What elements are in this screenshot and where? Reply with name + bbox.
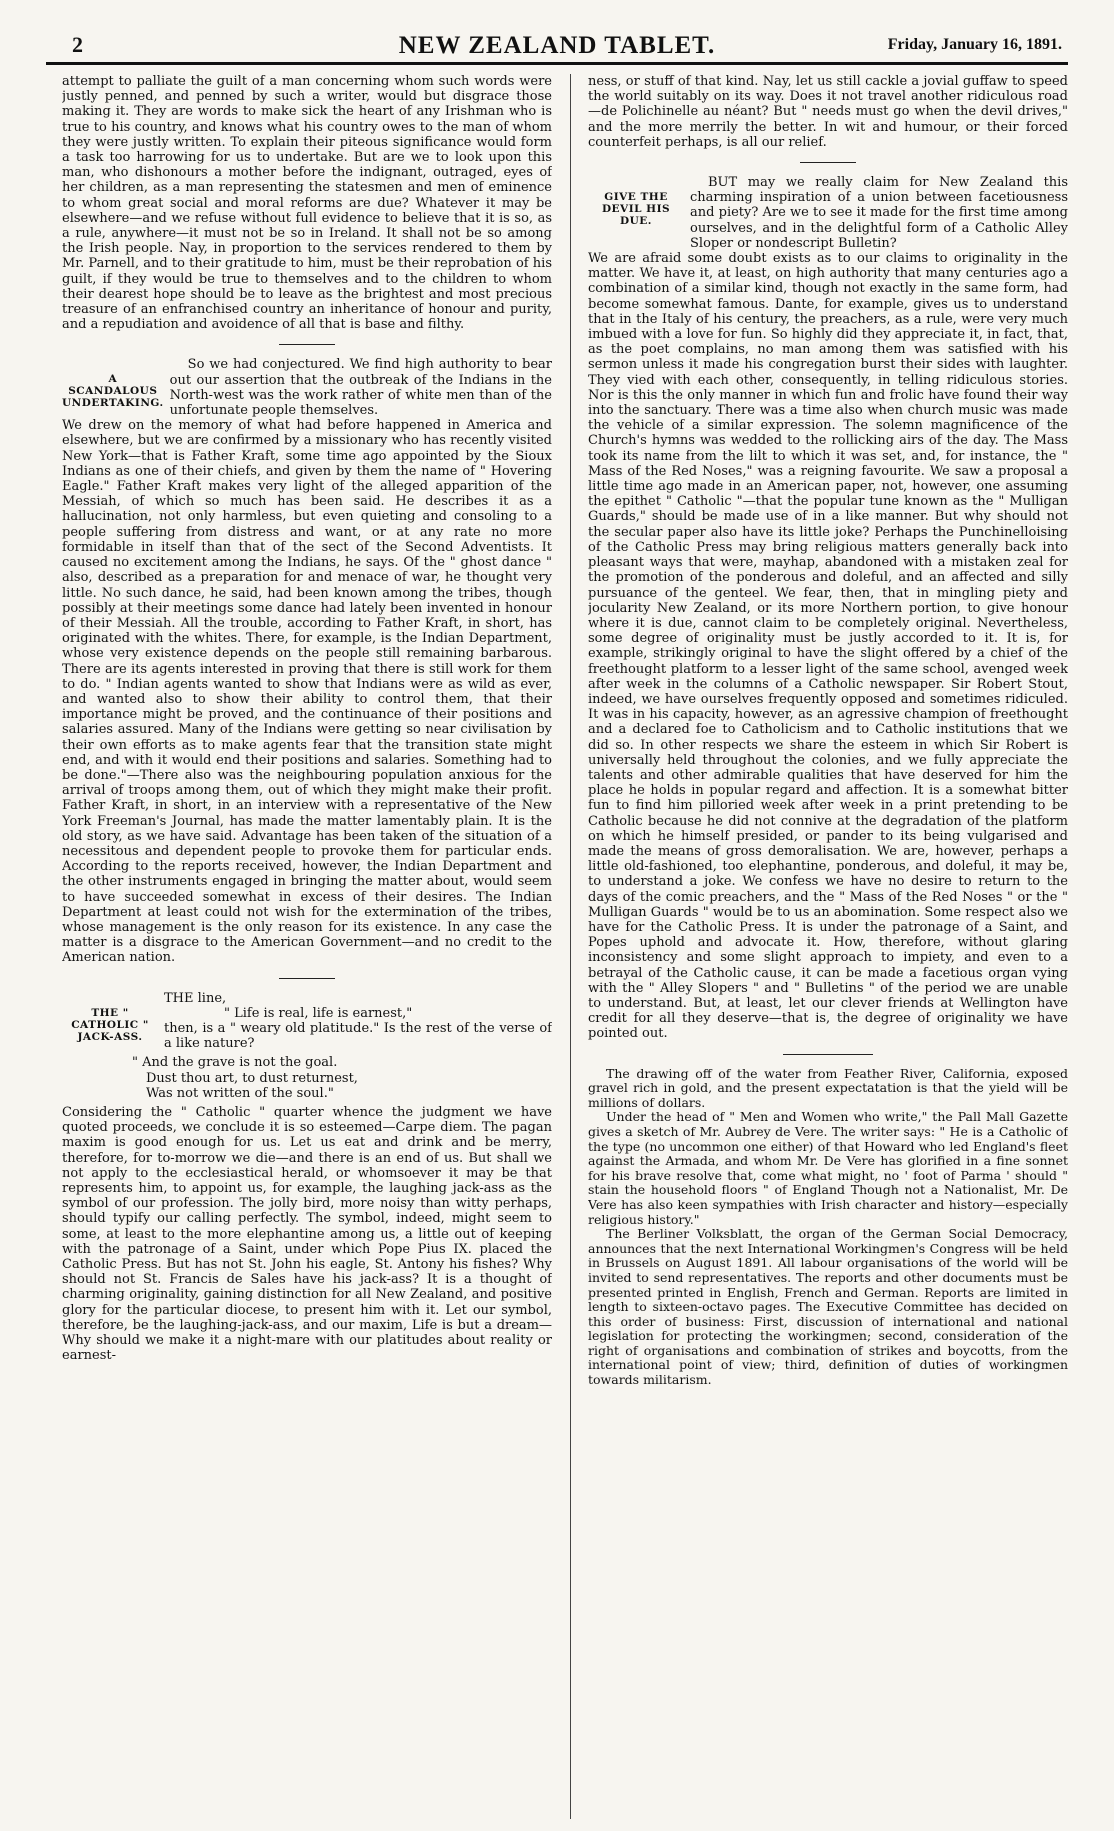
note-workingmens-congress: The Berliner Volksblatt, the organ of the German Social Democracy, announces that the next International Workingmen's Congress will be held in Brussels on August 1891. All labour organisations of the world will be invited to send representatives. The reports and other documents must be presented printed in English, French and German. Reports are limited in length to sixteen-octavo pages. The Executive Committee has decided on this order of business: First, discussion of international and national legislation for protecting the workingmen; second, consideration of the right of organisations and combination of strikes and boycotts, from the international point of view; third, definition of duties of workingmen towards militarism. [588,1226,1068,1388]
divider [800,162,856,163]
left-column [62,74,552,1824]
side-heading: THE " CATHOLIC " JACK-ASS. [71,1006,149,1043]
poem-line: Dust thou art, to dust returnest, [146,1070,358,1086]
article-lead: THE line, [164,990,227,1006]
note-feather-river: The drawing off of the water from Feather River, California, exposed gravel rich in gold, and the present expectatation is that the yield will be millions of dollars. [588,1065,1068,1110]
poem-line: Was not written of the soul." [146,1085,334,1101]
article-body: We are afraid some doubt exists as to our claims to originality in the matter. We have it, at least, on high authority that many centuries ago a combination of a similar kind, though not exactly in the same form, had become somewhat famous. Dante, for example, gives us to understand that in the Italy of his century, the preachers, as a rule, were very much imbued with a love for fun. So highly did they appreciate it, in fact, that, as the poet complains, no man among them was satisfied with his sermon unless it made his congregation burst their sides with laughter. They vied with each other, consequently, in telling ridiculous stories. Nor is this the only manner in which fun and frolic have found their way into the sanctuary. There was a time also when church music was made the vehicle of a similar expression. The solemn magnificence of the Church's hymns was wedded to the rollicking airs of the day. The Mass took its name from the lilt to which it was set, and, for instance, the " Mass of the Red Noses," was a reigning favourite. We saw a proposal a little time ago made in an American paper, not, however, one assuming the epithet " Catholic "—that the popular tune known as the " Mulligan Guards," should be made use of in a like manner. But why should not the secular paper also have its little joke? Perhaps the Punchinelloising of the Catholic Press may bring religious matters generally back into pleasant ways that were, mayhap, abandoned with a mistaken zeal for the promotion of the ponderous and doleful, and an affected and silly pursuance of the genteel. We fear, then, that in mingling piety and jocularity New Zealand, or its more Northern portion, to give honour where it is due, cannot claim to be completely original. Nevertheless, some degree of originality must be justly accorded to it. It is, for example, strikingly original to have the slight offered by a chief of the freethought platform to a lesser light of the same school, avenged week after week in the columns of a Catholic newspaper. Sir Robert Stout, indeed, we have ourselves frequently opposed and sometimes ridiculed. It was in his capacity, however, as an agressive champion of freethought and a declared foe to Catholicism and to Catholic institutions that we did so. In other respects we share the esteem in which Sir Robert is universally held throughout the colonies, and we fully appreciate the talents and other admirable qualities that have deserved for him the place he holds in popular regard and affection. It is a somewhat bitter fun to find him pilloried week after week in a print pretending to be Catholic because he did not connive at the degradation of the platform on which he himself presided, or pander to its being vulgarised and made the means of gross demoralisation. We are, however, perhaps a little old-fashioned, too elephantine, ponderous, and doleful, it may be, to understand a joke. We confess we have no desire to return to the days of the comic preachers, and the " Mass of the Red Noses " or the " Mulligan Guards " would be to us an abomination. Some respect also we have for the Catholic Press. It is under the patronage of a Saint, and Popes uphold and advocate it. How, therefore, without glaring inconsistency and some slight approach to impiety, and even to a betrayal of the Catholic cause, it can be made a facetious organ vying with the " Alley Slopers " and " Bulletins " of the period we are unable to understand. But, at least, let our clever friends at Wellington have credit for all they deserve—that is, the degree of originality we have pointed out. [588,251,1068,1042]
news-notes [588,1067,1068,1388]
divider [783,1054,873,1055]
article-body: We drew on the memory of what had before happened in America and elsewhere, but we are confirmed by a missionary who has recently visited New York—that is Father Kraft, some time ago appointed by the Sioux Indians as one of their chiefs, and given by them the name of " Hovering Eagle." Father Kraft makes very light of the alleged apparition of the Messiah, of which so much has been said. He describes it as a hallucination, not only harmless, but even quieting and consoling to a people suffering from distress and want, or at any rate no more formidable in itself than that of the sect of the Second Adventists. It caused no excitement among the Indians, he says. Of the " ghost dance " also, described as a preparation for and menace of war, he thought very little. No such dance, he said, had been known among the tribes, though possibly at their meetings some dance had lately been invented in honour of their Messiah. All the trouble, according to Father Kraft, in short, has originated with the whites. There, for example, is the Indian Department, whose very existence depends on the people still remaining barbarous. There are its agents interested in proving that there is still work for them to do. " Indian agents wanted to show that Indians were as wild as ever, and wanted also to show their ability to control them, that their importance might be proved, and the continuance of their positions and salaries assured. Many of the Indians were getting so near civilisation by their own efforts as to make agents fear that the transition state might end, and with it would end their positions and salaries. Something had to be done."—There also was the neighbouring population anxious for the arrival of troops among them, out of which they might make their profit. Father Kraft, in short, in an interview with a representative of the New York Freeman's Journal, has made the matter lamentably plain. It is the old story, as we have said. Advantage has been taken of the situation of a necessitous and dependent people to provoke them for particular ends. According to the reports received, however, the Indian Department and the other instruments engaged in bringing the matter about, would seem to have succeeded somewhat in excess of their desires. The Indian Department at least could not wish for the extermination of the tribes, whose management is the only reason for its existence. In any case the matter is a disgrace to the American Government—and no credit to the American nation. [62,418,552,966]
article-give-the-devil-his-due [588,175,1068,251]
side-heading: GIVE THE DEVIL HIS DUE. [601,191,671,228]
article-scandalous-undertaking [62,357,552,418]
side-heading: A SCANDALOUS UNDERTAKING. [62,373,164,410]
article-catholic-jackass [62,991,552,1052]
divider [279,344,335,345]
article-lead: So we had conjectured. We find high authority to bear out our assertion that the outbreak of the Indians in the North-west was the work rather of white men than of the unfortunate people themselves. [169,357,552,419]
quoted-line: " Life is real, life is earnest," [224,1005,413,1021]
poem-quote [132,1055,552,1101]
note-aubrey-de-vere: Under the head of " Men and Women who write," the Pall Mall Gazette gives a sketch of Mr. Aubrey de Vere. The writer says: " He is a Catholic of the type (no uncommon one either) of that Howard who led England's fleet against the Armada, and whom Mr. De Vere has glorified in a fine sonnet for his brave resolve that, come what might, no ' foot of Parma ' should " stain the household floors " of England Though not a Nationalist, Mr. De Vere has also keen sympathies with Irish character and history—especially religious history." [588,1109,1068,1227]
newspaper-title: NEW ZEALAND TABLET. [398,32,716,59]
columns [62,74,1068,1824]
column-rule [570,74,571,1819]
issue-date: Friday, January 16, 1891. [887,36,1062,53]
masthead [46,30,1068,65]
article-jackass-continuation: ness, or stuff of that kind. Nay, let us still cackle a jovial guffaw to speed the world suitably on its way. Does it not travel another ridiculous road—de Polichinelle au néant? But " needs must go when the devil drives," and the more merrily the better. In wit and humour, or their forced counterfeit perhaps, is all our relief. [588,74,1068,150]
article-body: Considering the " Catholic " quarter whence the judgment we have quoted proceeds, we conclude it is so esteemed—Carpe diem. The pagan maxim is good enough for us. Let us eat and drink and be merry, therefore, for to-morrow we die—and there is an end of us. But shall we not apply to the ecclesiastical herald, or whomsoever it may be that represents him, to appoint us, for example, the laughing jack-ass as the symbol of our profession. The jolly bird, more noisy than witty perhaps, should typify our calling perfectly. The symbol, indeed, might seem to some, at least to the more elephantine among us, a little out of keeping with the patronage of a Saint, under which Pope Pius IX. placed the Catholic Press. But has not St. John his eagle, St. Antony his fishes? Why should not St. Francis de Sales have his jack-ass? It is a thought of charming originality, gaining distinction for all New Zealand, and positive glory for the particular diocese, to present him with it. Let our symbol, therefore, be the laughing-jack-ass, and our maxim, Life is but a dream—Why should we make it a night-mare with our platitudes about reality or earnest- [62,1105,552,1364]
article-lead: BUT may we really claim for New Zealand this charming inspiration of a union between facetiousness and piety? Are we to see it made for the first time among ourselves, and in the delightful form of a Catholic Alley Sloper or nondescript Bulletin? [690,175,1068,251]
page-number: 2 [72,32,83,57]
poem-line: " And the grave is not the goal. [132,1055,338,1071]
divider [279,978,335,979]
article-lead-continued: then, is a " weary old platitude." Is the rest of the verse of a like nature? [164,1020,552,1052]
article-parnell-continuation: attempt to palliate the guilt of a man concerning whom such words were justly penned, and penned by such a writer, would but disgrace those making it. They are words to make sick the heart of any Irishman who is true to his country, and knows what his country owes to the man of whom they were justly written. To explain their piteous significance would form a task too harrowing for us to undertake. But are we to look upon this man, who dishonours a mother before the indignant, outraged, eyes of her children, as a man representing the statesmen and men of eminence to whom great social and moral reforms are due? Whatever it may be elsewhere—and we refuse without full evidence to believe that it is so, as a rule, anywhere—it must not be so in Ireland. It shall not be so among the Irish people. Nay, in proportion to the services rendered to them by Mr. Parnell, and to their gratitude to him, must be their reprobation of his guilt, if they would be true to themselves and to the children to whom their dearest hope should be to leave as the brightest and most precious treasure of an enfranchised country an inheritance of honour and purity, and a repudiation and avoidence of all that is base and filthy. [62,74,552,333]
right-column [588,74,1068,1824]
